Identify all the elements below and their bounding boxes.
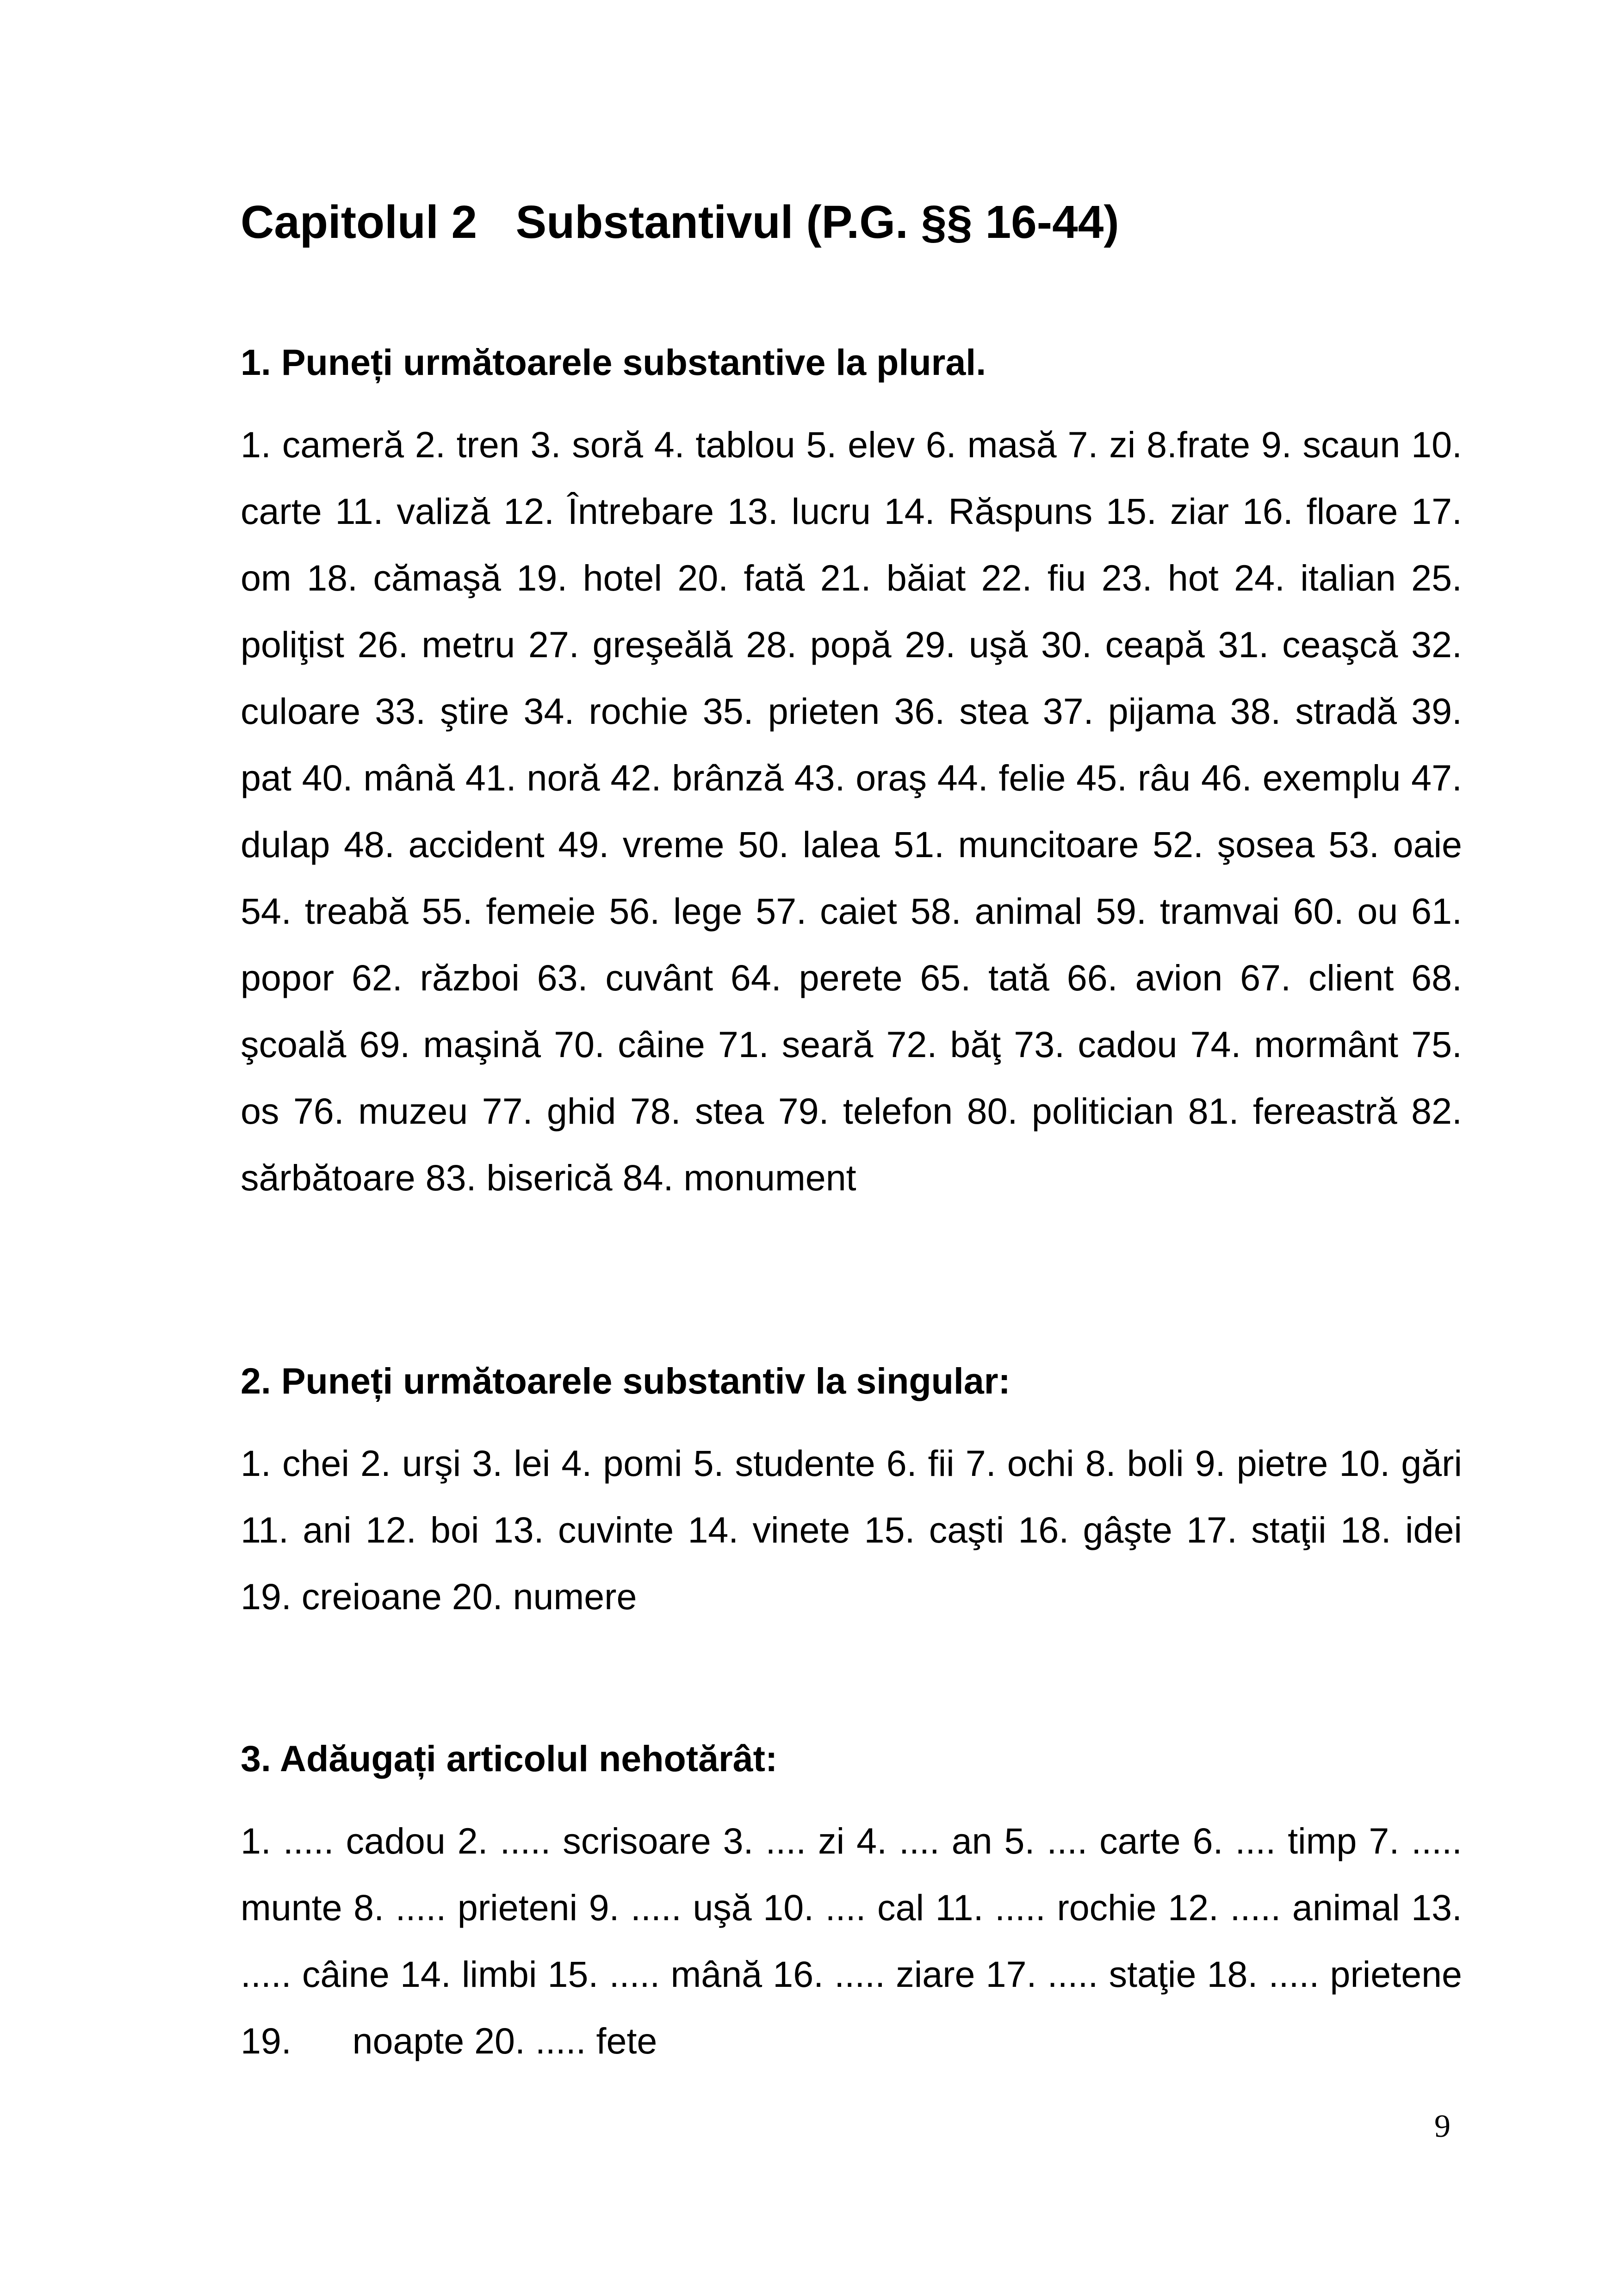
exercise-3-heading: 3. Adăugați articolul nehotărât:	[241, 1738, 778, 1779]
exercise-3	[241, 1737, 1472, 2074]
exercise-1	[241, 341, 1472, 1211]
exercise-2-heading: 2. Puneți următoarele substantiv la singular:	[241, 1360, 1010, 1401]
exercise-3-word-list: 1. ..... cadou 2. ..... scrisoare 3. .... zi 4. .... an 5. .... carte 6. .... timp 7. ..... munte 8. ..... prieteni 9. ..... uşă 10. .... cal 11. ..... rochie 12. ..... animal 13. ..... câine 14. limbi 15. ..... mână 16. ..... ziare 17. ..... staţie 18. ..... prietene 19. noapte 20. ..... fete	[241, 1820, 1472, 2061]
exercise-2-word-list: 1. chei 2. urşi 3. lei 4. pomi 5. studente 6. fii 7. ochi 8. boli 9. pietre 10. gări 11. ani 12. boi 13. cuvinte 14. vinete 15. caşti 16. gâşte 17. staţii 18. idei 19. creioane 20. numere	[241, 1442, 1472, 1617]
exercise-1-word-list: 1. cameră 2. tren 3. soră 4. tablou 5. elev 6. masă 7. zi 8.frate 9. scaun 10. carte 11. valiză 12. Întrebare 13. lucru 14. Răspuns 15. ziar 16. floare 17. om 18. cămaşă 19. hotel 20. fată 21. băiat 22. fiu 23. hot 24. italian 25. poliţist 26. metru 27. greşeălă 28. popă 29. uşă 30. ceapă 31. ceaşcă 32. culoare 33. ştire 34. rochie 35. prieten 36. stea 37. pijama 38. stradă 39. pat 40. mână 41. noră 42. brânză 43. oraş 44. felie 45. râu 46. exemplu 47. dulap 48. accident 49. vreme 50. lalea 51. muncitoare 52. şosea 53. oaie 54. treabă 55. femeie 56. lege 57. caiet 58. animal 59. tramvai 60. ou 61. popor 62. război 63. cuvânt 64. perete 65. tată 66. avion 67. client 68. şcoală 69. maşină 70. câine 71. seară 72. băţ 73. cadou 74. mormânt 75. os 76. muzeu 77. ghid 78. stea 79. telefon 80. politician 81. fereastră 82. sărbătoare 83. biserică 84. monument	[241, 423, 1472, 1198]
page-number: 9	[1434, 2109, 1451, 2144]
exercise-1-heading: 1. Puneți următoarele substantive la plural.	[241, 342, 986, 383]
chapter-title: Capitolul 2 Substantivul (P.G. §§ 16-44)	[241, 196, 1119, 248]
exercise-2	[241, 1359, 1472, 1630]
page-content	[241, 194, 1472, 2061]
